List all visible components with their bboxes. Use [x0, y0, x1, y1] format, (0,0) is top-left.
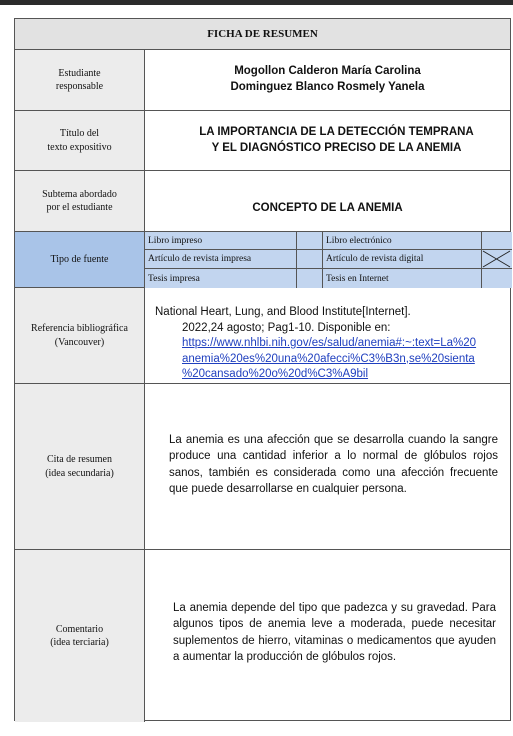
- student-names: [145, 50, 510, 110]
- checkbox-digital-journal: [482, 250, 512, 269]
- reference-date: 2022,24 agosto; Pag1-10. Disponible en:: [182, 321, 391, 334]
- reference-row: [15, 288, 510, 384]
- summary-quote-row: [15, 384, 510, 550]
- checkbox-printed-journal: [297, 250, 323, 269]
- card-title: FICHA DE RESUMEN: [15, 19, 510, 50]
- comment-text: La anemia depende del tipo que padezca y su gravedad. Para algunos tipos de anemia leve a moderada, puede necesitar suplementos de hierro, vitaminas o medicamentos que ayuden a aumentar la producción de glóbulos rojos.: [173, 602, 496, 663]
- title-label: Título del texto expositivo: [15, 111, 145, 170]
- summary-quote-text: La anemia es una afección que se desarrolla cuando la sangre produce una cantidad inferior a lo normal de glóbulos rojos sanos, también es considerada como una afección frecuente que puede desarrollarse en cualquier persona.: [169, 434, 498, 495]
- text-title: LA IMPORTANCIA DE LA DETECCIÓN TEMPRANA Y EL DIAGNÓSTICO PRECISO DE LA ANEMIA: [199, 125, 474, 154]
- reference-label: Referencia bibliográfica (Vancouver): [15, 288, 145, 383]
- subtopic-value: CONCEPTO DE LA ANEMIA: [252, 202, 403, 215]
- source-type-label: Tipo de fuente: [15, 232, 145, 287]
- option-online-thesis: Tesis en Internet: [323, 269, 482, 288]
- option-printed-thesis: Tesis impresa: [145, 269, 297, 288]
- checkbox-printed-book: [297, 232, 323, 250]
- cross-mark-icon: [482, 250, 511, 268]
- option-digital-journal: Artículo de revista digital: [323, 250, 482, 269]
- reference-value: [145, 288, 510, 383]
- student-row: [15, 50, 510, 111]
- source-type-row: [15, 232, 510, 288]
- checkbox-printed-thesis: [297, 269, 323, 288]
- top-edge-bar: [0, 0, 513, 5]
- option-ebook: Libro electrónico: [323, 232, 482, 250]
- summary-card: [14, 18, 511, 721]
- summary-quote-value: [145, 384, 510, 549]
- checkbox-ebook: [482, 232, 512, 250]
- reference-source: National Heart, Lung, and Blood Institute[Internet].: [155, 306, 411, 318]
- reference-link[interactable]: https://www.nhlbi.nih.gov/es/salud/anemia#:~:text=La%20 anemia%20es%20una%20afecci%C3%B3n,se%20sienta %20cansado%20o%20d%C3%A9bil: [182, 337, 477, 381]
- comment-value: [145, 550, 510, 722]
- student-name-1: Mogollon Calderon María Carolina: [234, 65, 421, 78]
- comment-row: [15, 550, 510, 722]
- comment-label: Comentario (idea terciaria): [15, 550, 145, 722]
- subtopic-row: [15, 171, 510, 232]
- option-printed-book: Libro impreso: [145, 232, 297, 250]
- subtopic-label: Subtema abordado por el estudiante: [15, 171, 145, 231]
- source-type-grid: [145, 232, 510, 287]
- student-name-2: Dominguez Blanco Rosmely Yanela: [230, 81, 425, 93]
- student-label: Estudiante responsable: [15, 50, 145, 110]
- option-printed-journal: Artículo de revista impresa: [145, 250, 297, 269]
- checkbox-online-thesis: [482, 269, 512, 288]
- title-row: [15, 111, 510, 171]
- summary-quote-label: Cita de resumen (idea secundaria): [15, 384, 145, 549]
